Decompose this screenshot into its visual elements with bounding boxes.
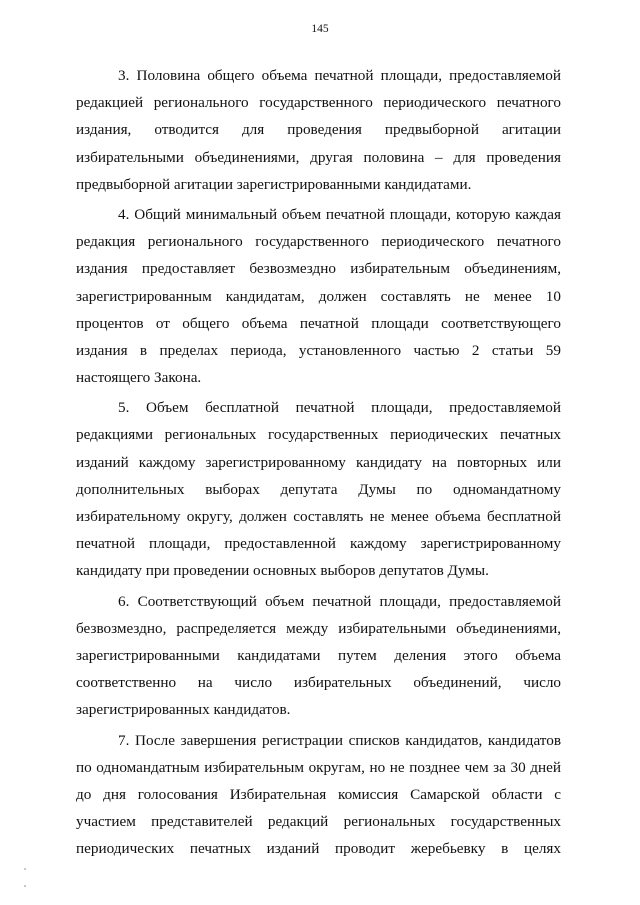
text-line: избирательными объединениями, другая половина – для проведения <box>76 148 561 166</box>
text-line: периодических печатных изданий проводит жеребьевку в целях <box>76 840 561 858</box>
text-line: редакцией регионального государственного периодического печатного <box>76 94 561 112</box>
page-number: 145 <box>311 23 329 35</box>
scan-speck <box>24 885 26 887</box>
text-line: процентов от общего объема печатной площади соответствующего <box>76 314 561 332</box>
text-line: 6. Соответствующий объем печатной площади, предоставляемой <box>118 592 561 610</box>
text-line: соответственно на число избирательных объединений, число <box>76 674 561 692</box>
text-line: дополнительных выборах депутата Думы по одномандатному <box>76 480 561 498</box>
paragraph-5 <box>76 394 561 584</box>
text-line: кандидату при проведении основных выборов депутатов Думы. <box>76 562 489 580</box>
text-line: избирательному округу, должен составлять не менее объема бесплатной <box>76 508 561 525</box>
scan-speck <box>24 868 26 870</box>
text-line: 5. Объем бесплатной печатной площади, предоставляемой <box>118 399 561 417</box>
paragraph-4 <box>76 201 561 391</box>
text-line: 7. После завершения регистрации списков кандидатов, кандидатов <box>118 731 561 749</box>
text-line: издания, отводится для проведения предвыборной агитации <box>76 121 561 139</box>
text-line: печатной площади, предоставленной каждому зарегистрированному <box>76 535 561 553</box>
text-line: предвыборной агитации зарегистрированными кандидатами. <box>76 175 472 193</box>
paragraph-3 <box>76 62 561 198</box>
text-line: издания предоставляет безвозмездно избирательным объединениям, <box>76 260 561 278</box>
document-body <box>76 62 561 865</box>
paragraph-6 <box>76 588 561 724</box>
text-line: до дня голосования Избирательная комиссия Самарской области с <box>76 785 561 803</box>
text-line: зарегистрированных кандидатов. <box>76 701 291 719</box>
text-line: по одномандатным избирательным округам, но не позднее чем за 30 дней <box>76 758 561 776</box>
text-line: зарегистрированным кандидатам, должен составлять не менее 10 <box>76 287 561 305</box>
text-line: изданий каждому зарегистрированному кандидату на повторных или <box>76 453 561 471</box>
text-line: настоящего Закона. <box>76 369 202 387</box>
text-line: зарегистрированными кандидатами путем деления этого объема <box>76 646 561 664</box>
text-line: редакциями региональных государственных периодических печатных <box>76 426 561 444</box>
text-line: издания в пределах периода, установленного частью 2 статьи 59 <box>76 341 561 359</box>
text-line: 4. Общий минимальный объем печатной площади, которую каждая <box>118 205 561 223</box>
text-line: редакция регионального государственного периодического печатного <box>76 233 561 251</box>
text-line: 3. Половина общего объема печатной площади, предоставляемой <box>118 67 561 84</box>
text-line: участием представителей редакций региональных государственных <box>76 813 561 831</box>
text-line: безвозмездно, распределяется между избирательными объединениями, <box>76 619 561 637</box>
paragraph-7 <box>76 727 561 863</box>
